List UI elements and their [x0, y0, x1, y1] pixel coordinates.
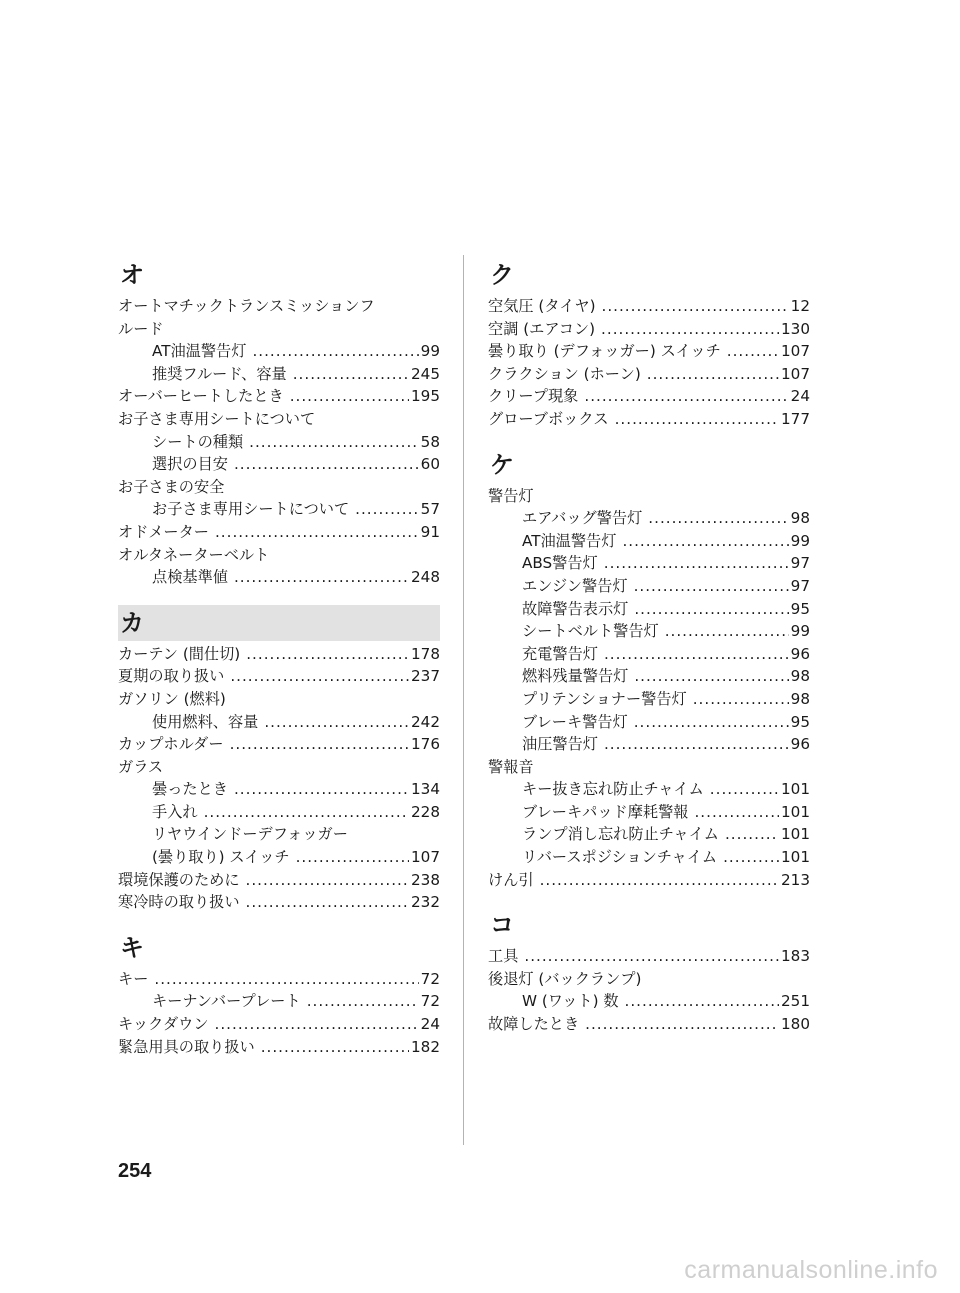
section-heading: キ [120, 933, 144, 962]
dot-leader [234, 453, 419, 476]
dot-leader [634, 711, 789, 734]
dot-leader [524, 945, 779, 968]
index-entry [488, 507, 810, 530]
entry-label: 緊急用具の取り扱い [118, 1037, 255, 1056]
section-heading: オ [120, 261, 144, 289]
index-entry [488, 711, 810, 734]
index-entry [118, 665, 440, 688]
entry-label: 充電警告灯 [522, 644, 598, 663]
entry-page-number: 101 [781, 780, 810, 799]
index-entry [118, 869, 440, 892]
entry-page-number: 228 [411, 802, 440, 821]
dot-leader [604, 552, 789, 575]
index-entry [118, 801, 440, 824]
dot-leader [604, 643, 789, 666]
entry-label: 後退灯 (バックランプ) [488, 969, 642, 988]
entry-page-number: 242 [411, 712, 440, 731]
entry-page-number: 98 [790, 667, 810, 686]
index-entry [118, 846, 440, 869]
index-entry [118, 711, 440, 734]
index-entry [488, 1013, 810, 1036]
index-entry [118, 295, 440, 318]
index-entry [118, 643, 440, 666]
index-entry [488, 643, 810, 666]
entry-page-number: 130 [781, 319, 810, 338]
dot-leader [648, 507, 788, 530]
dot-leader [602, 295, 789, 318]
page-number: 254 [118, 1160, 152, 1182]
entry-page-number: 96 [790, 735, 810, 754]
entry-label: 空気圧 (タイヤ) [488, 297, 596, 315]
entry-label: ブレーキ警告灯 [522, 712, 628, 731]
entry-page-number: 95 [790, 599, 810, 618]
index-entry [488, 945, 810, 968]
index-entry [118, 340, 440, 363]
entry-page-number: 72 [420, 992, 440, 1011]
dot-leader [261, 1036, 409, 1059]
entry-label: ルード [118, 319, 164, 338]
entry-label: リバースポジションチャイム [522, 848, 718, 867]
index-entry [118, 363, 440, 386]
index-column-left [118, 255, 440, 1058]
dot-leader [725, 823, 779, 846]
index-entry [488, 485, 810, 508]
dot-leader [204, 801, 409, 824]
entry-label: オドメーター [118, 522, 209, 541]
entry-label: エンジン警告灯 [522, 576, 628, 595]
index-entry [118, 453, 440, 476]
entry-label: オーバーヒートしたとき [118, 387, 284, 406]
dot-leader [230, 665, 409, 688]
entry-label: オルタネーターベルト [118, 545, 270, 564]
dot-leader [647, 363, 779, 386]
entry-label: シートベルト警告灯 [522, 622, 659, 641]
index-entry [488, 688, 810, 711]
entry-page-number: 98 [790, 689, 810, 708]
entry-page-number: 97 [790, 554, 810, 573]
dot-leader [355, 498, 419, 521]
index-entry [118, 498, 440, 521]
section-gap [118, 589, 440, 603]
entry-label: 工具 [488, 947, 519, 966]
dot-leader [249, 431, 419, 454]
index-column-right [488, 255, 810, 1036]
entry-label: ガラス [118, 757, 164, 776]
index-entry [118, 1013, 440, 1036]
entry-label: お子さま専用シートについて [152, 500, 350, 519]
entry-page-number: 12 [790, 297, 810, 315]
entry-page-number: 95 [790, 712, 810, 731]
entry-label: 警告灯 [488, 486, 534, 505]
entry-page-number: 60 [420, 455, 440, 474]
entry-label: (曇り取り) スイッチ [152, 848, 290, 867]
dot-leader [604, 733, 789, 756]
entry-label: AT油温警告灯 [152, 342, 247, 361]
section-heading: カ [118, 605, 440, 641]
entry-page-number: 213 [781, 870, 810, 889]
index-entry [488, 620, 810, 643]
dot-leader [540, 869, 779, 892]
dot-leader [601, 318, 779, 341]
entry-page-number: 237 [411, 667, 440, 686]
entry-label: ブレーキパッド摩耗警報 [522, 802, 689, 821]
watermark: carmanualsonline.info [684, 1256, 938, 1284]
index-entry [488, 846, 810, 869]
index-entry [118, 733, 440, 756]
entry-page-number: 96 [790, 644, 810, 663]
index-entry [488, 385, 810, 408]
dot-leader [710, 778, 779, 801]
entry-label: W (ワット) 数 [522, 992, 619, 1011]
index-entry [488, 530, 810, 553]
index-entry [488, 295, 810, 318]
index-entry [488, 801, 810, 824]
dot-leader [293, 363, 409, 386]
entry-page-number: 183 [781, 947, 810, 966]
dot-leader [584, 385, 788, 408]
index-entry [118, 431, 440, 454]
dot-leader [252, 340, 418, 363]
entry-page-number: 182 [411, 1037, 440, 1056]
entry-page-number: 107 [781, 364, 810, 383]
dot-leader [615, 408, 779, 431]
entry-page-number: 24 [790, 387, 810, 406]
entry-label: 使用燃料、容量 [152, 712, 259, 731]
section-gap [488, 891, 810, 905]
entry-page-number: 195 [411, 387, 440, 406]
entry-label: カップホルダー [118, 735, 224, 754]
entry-label: エアバッグ警告灯 [522, 509, 643, 528]
entry-label: 燃料残量警告灯 [522, 667, 629, 686]
entry-label: お子さまの安全 [118, 477, 225, 496]
entry-label: AT油温警告灯 [522, 531, 617, 550]
dot-leader [296, 846, 409, 869]
entry-label: キー [118, 969, 149, 988]
entry-page-number: 99 [790, 531, 810, 550]
dot-leader [264, 711, 409, 734]
dot-leader [234, 778, 409, 801]
index-entry [118, 756, 440, 779]
section-heading: コ [490, 911, 514, 940]
entry-label: シートの種類 [152, 432, 244, 451]
index-entry [118, 476, 440, 499]
dot-leader [585, 1013, 779, 1036]
dot-leader [234, 566, 409, 589]
dot-leader [634, 665, 788, 688]
index-entry [118, 408, 440, 431]
section-heading: ケ [490, 450, 514, 479]
entry-label: ガソリン (燃料) [118, 689, 226, 708]
entry-label: クラクション (ホーン) [488, 364, 641, 383]
entry-page-number: 107 [781, 342, 810, 361]
dot-leader [727, 340, 779, 363]
entry-label: 手入れ [152, 802, 198, 821]
index-entry [488, 340, 810, 363]
index-entry [488, 756, 810, 779]
entry-label: カーテン (間仕切) [118, 644, 241, 663]
entry-label: 警報音 [488, 757, 534, 776]
index-entry [488, 598, 810, 621]
index-entry [118, 521, 440, 544]
entry-label: グローブボックス [488, 409, 609, 428]
entry-label: 点検基準値 [152, 568, 228, 587]
section-gap [488, 431, 810, 445]
dot-leader [622, 530, 788, 553]
entry-page-number: 134 [411, 780, 440, 799]
entry-label: キーナンバープレート [152, 992, 301, 1011]
column-divider [463, 255, 464, 1145]
dot-leader [246, 869, 410, 892]
entry-label: クリープ現象 [488, 387, 579, 406]
index-entry [118, 385, 440, 408]
entry-page-number: 251 [781, 992, 810, 1011]
entry-label: リヤウインドーデフォッガー [152, 825, 348, 844]
dot-leader [215, 1013, 419, 1036]
index-entry [118, 823, 440, 846]
index-entry [488, 665, 810, 688]
dot-leader [634, 575, 789, 598]
entry-page-number: 176 [411, 735, 440, 754]
dot-leader [307, 990, 419, 1013]
entry-label: 環境保護のために [118, 870, 240, 889]
dot-leader [215, 521, 419, 544]
entry-page-number: 72 [420, 969, 440, 988]
dot-leader [693, 688, 789, 711]
index-entry [488, 552, 810, 575]
entry-page-number: 24 [420, 1015, 440, 1034]
dot-leader [246, 643, 409, 666]
entry-label: キックダウン [118, 1015, 209, 1034]
dot-leader [694, 801, 779, 824]
index-entry [118, 1036, 440, 1059]
entry-page-number: 99 [420, 342, 440, 361]
entry-page-number: 101 [781, 802, 810, 821]
index-entry [488, 823, 810, 846]
entry-page-number: 57 [420, 500, 440, 519]
entry-label: 寒冷時の取り扱い [118, 893, 240, 912]
index-entry [118, 778, 440, 801]
entry-page-number: 101 [781, 825, 810, 844]
dot-leader [230, 733, 409, 756]
entry-label: 夏期の取り扱い [118, 667, 225, 686]
index-entry [118, 891, 440, 914]
entry-label: キー抜き忘れ防止チャイム [522, 780, 704, 799]
entry-page-number: 232 [411, 893, 440, 912]
entry-label: ABS警告灯 [522, 554, 598, 573]
index-entry [488, 575, 810, 598]
entry-page-number: 91 [420, 522, 440, 541]
entry-page-number: 98 [790, 509, 810, 528]
index-entry [488, 363, 810, 386]
section-heading: ク [490, 261, 514, 289]
entry-label: 曇り取り (デフォッガー) スイッチ [488, 342, 721, 361]
dot-leader [290, 385, 409, 408]
index-entry [488, 968, 810, 991]
entry-label: 推奨フルード、容量 [152, 364, 287, 383]
entry-page-number: 238 [411, 870, 440, 889]
index-entry [118, 990, 440, 1013]
index-entry [118, 566, 440, 589]
entry-label: お子さま専用シートについて [118, 409, 316, 428]
entry-label: 曇ったとき [152, 780, 228, 799]
entry-label: プリテンショナー警告灯 [522, 689, 687, 708]
section-gap [118, 914, 440, 928]
index-entry [118, 544, 440, 567]
entry-page-number: 97 [790, 576, 810, 595]
entry-page-number: 178 [411, 644, 440, 663]
entry-page-number: 180 [781, 1015, 810, 1034]
entry-label: けん引 [488, 870, 534, 889]
index-entry [488, 408, 810, 431]
entry-label: 故障したとき [488, 1015, 580, 1034]
dot-leader [154, 968, 418, 991]
entry-label: 空調 (エアコン) [488, 319, 596, 338]
index-entry [118, 318, 440, 341]
index-entry [118, 688, 440, 711]
entry-label: オートマチックトランスミッションフ [118, 297, 375, 315]
dot-leader [634, 598, 788, 621]
dot-leader [625, 990, 779, 1013]
index-entry [488, 869, 810, 892]
entry-page-number: 99 [790, 622, 810, 641]
index-entry [488, 990, 810, 1013]
dot-leader [246, 891, 410, 914]
entry-label: 油圧警告灯 [522, 735, 598, 754]
dot-leader [723, 846, 779, 869]
index-entry [488, 318, 810, 341]
entry-page-number: 107 [411, 848, 440, 867]
entry-page-number: 101 [781, 848, 810, 867]
index-entry [488, 778, 810, 801]
entry-label: 選択の目安 [152, 455, 228, 474]
entry-label: ランプ消し忘れ防止チャイム [522, 825, 719, 844]
entry-page-number: 58 [420, 432, 440, 451]
index-entry [488, 733, 810, 756]
entry-page-number: 248 [411, 568, 440, 587]
entry-page-number: 245 [411, 364, 440, 383]
index-entry [118, 968, 440, 991]
entry-page-number: 177 [781, 409, 810, 428]
dot-leader [665, 620, 789, 643]
entry-label: 故障警告表示灯 [522, 599, 629, 618]
